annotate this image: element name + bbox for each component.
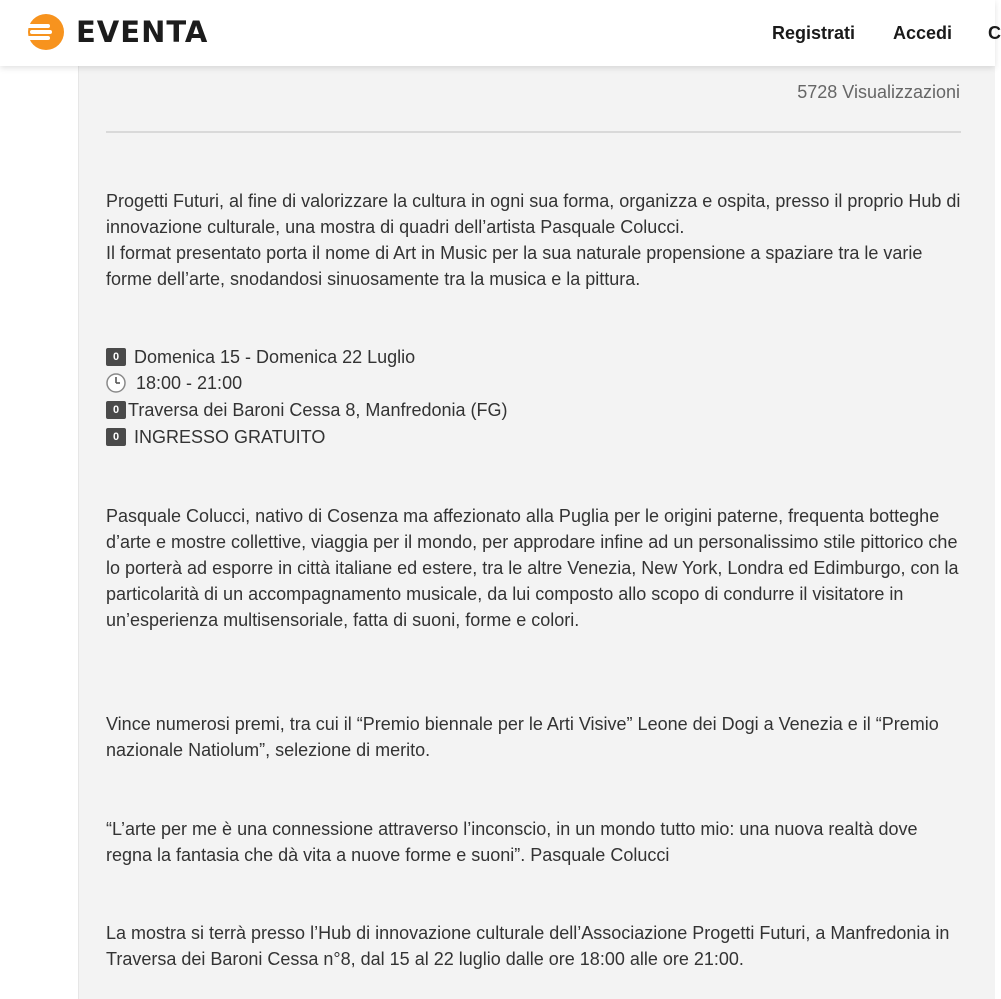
intro-line-2: Il format presentato porta il nome di Art in Music per la sua naturale propensione a spaziare tra le varie forme dell’arte, snodandosi sinuosamente tra la musica e la pittura. <box>106 243 923 289</box>
divider <box>106 131 961 133</box>
left-margin <box>0 66 78 999</box>
brand-logo[interactable] <box>26 12 208 52</box>
event-time: 18:00 - 21:00 <box>136 373 243 393</box>
awards-paragraph: Vince numerosi premi, tra cui il “Premio biennale per le Arti Visive” Leone dei Dogi a Venezia e il “Premio nazionale Natiolum”, selezione di merito. <box>106 714 939 760</box>
closing-paragraph: La mostra si terrà presso l’Hub di innovazione culturale dell’Associazione Progetti Futuri, a Manfredonia in Traversa dei Baroni Cessa n°8, dal 15 al 22 luglio dalle ore 18:00 alle ore 21:00. <box>106 923 950 969</box>
nav-item-clipped[interactable]: C <box>988 22 1001 43</box>
location-icon: 0 <box>106 401 126 419</box>
clock-icon <box>106 373 126 393</box>
calendar-icon: 0 <box>106 348 126 366</box>
event-date-row <box>106 344 415 370</box>
intro-line-1: Progetti Futuri, al fine di valorizzare la cultura in ogni sua forma, organizza e ospita, presso il proprio Hub di innovazione culturale, una mostra di quadri dell’artista Pasquale Colucci. <box>106 191 961 237</box>
login-link[interactable]: Accedi <box>893 22 953 43</box>
eventa-logo-icon <box>26 13 64 51</box>
bio-paragraph: Pasquale Colucci, nativo di Cosenza ma affezionato alla Puglia per le origini paterne, frequenta botteghe d’arte e mostre collettive, viaggia per il mondo, per approdare infine ad un personalissimo stile pittorico che lo porterà ad esporre in città italiane ed estere, tra le altre Venezia, New York, Londra ed Edimburgo, con la particolarità di un accompagnamento musicale, da lui composto allo scopo di condurre il visitatore in un’esperienza multisensoriale, fatta di suoni, forme e colori. <box>106 506 959 630</box>
event-address-row <box>106 397 508 423</box>
ticket-icon: 0 <box>106 428 126 446</box>
event-entry-row <box>106 424 325 450</box>
event-entry: INGRESSO GRATUITO <box>134 427 326 447</box>
view-count: 5728 Visualizzazioni <box>797 82 960 102</box>
intro-paragraph <box>106 188 966 292</box>
site-header <box>0 0 1001 66</box>
register-link[interactable]: Registrati <box>772 22 856 43</box>
event-date: Domenica 15 - Domenica 22 Luglio <box>134 347 416 367</box>
quote-paragraph: “L’arte per me è una connessione attraverso l’inconscio, in un mondo tutto mio: una nuova realtà dove regna la fantasia che dà vita a nuove forme e suoni”. Pasquale Colucci <box>106 819 918 865</box>
event-time-row <box>106 370 242 396</box>
brand-name: EVENTA <box>76 15 209 49</box>
event-address: Traversa dei Baroni Cessa 8, Manfredonia (FG) <box>128 400 508 420</box>
